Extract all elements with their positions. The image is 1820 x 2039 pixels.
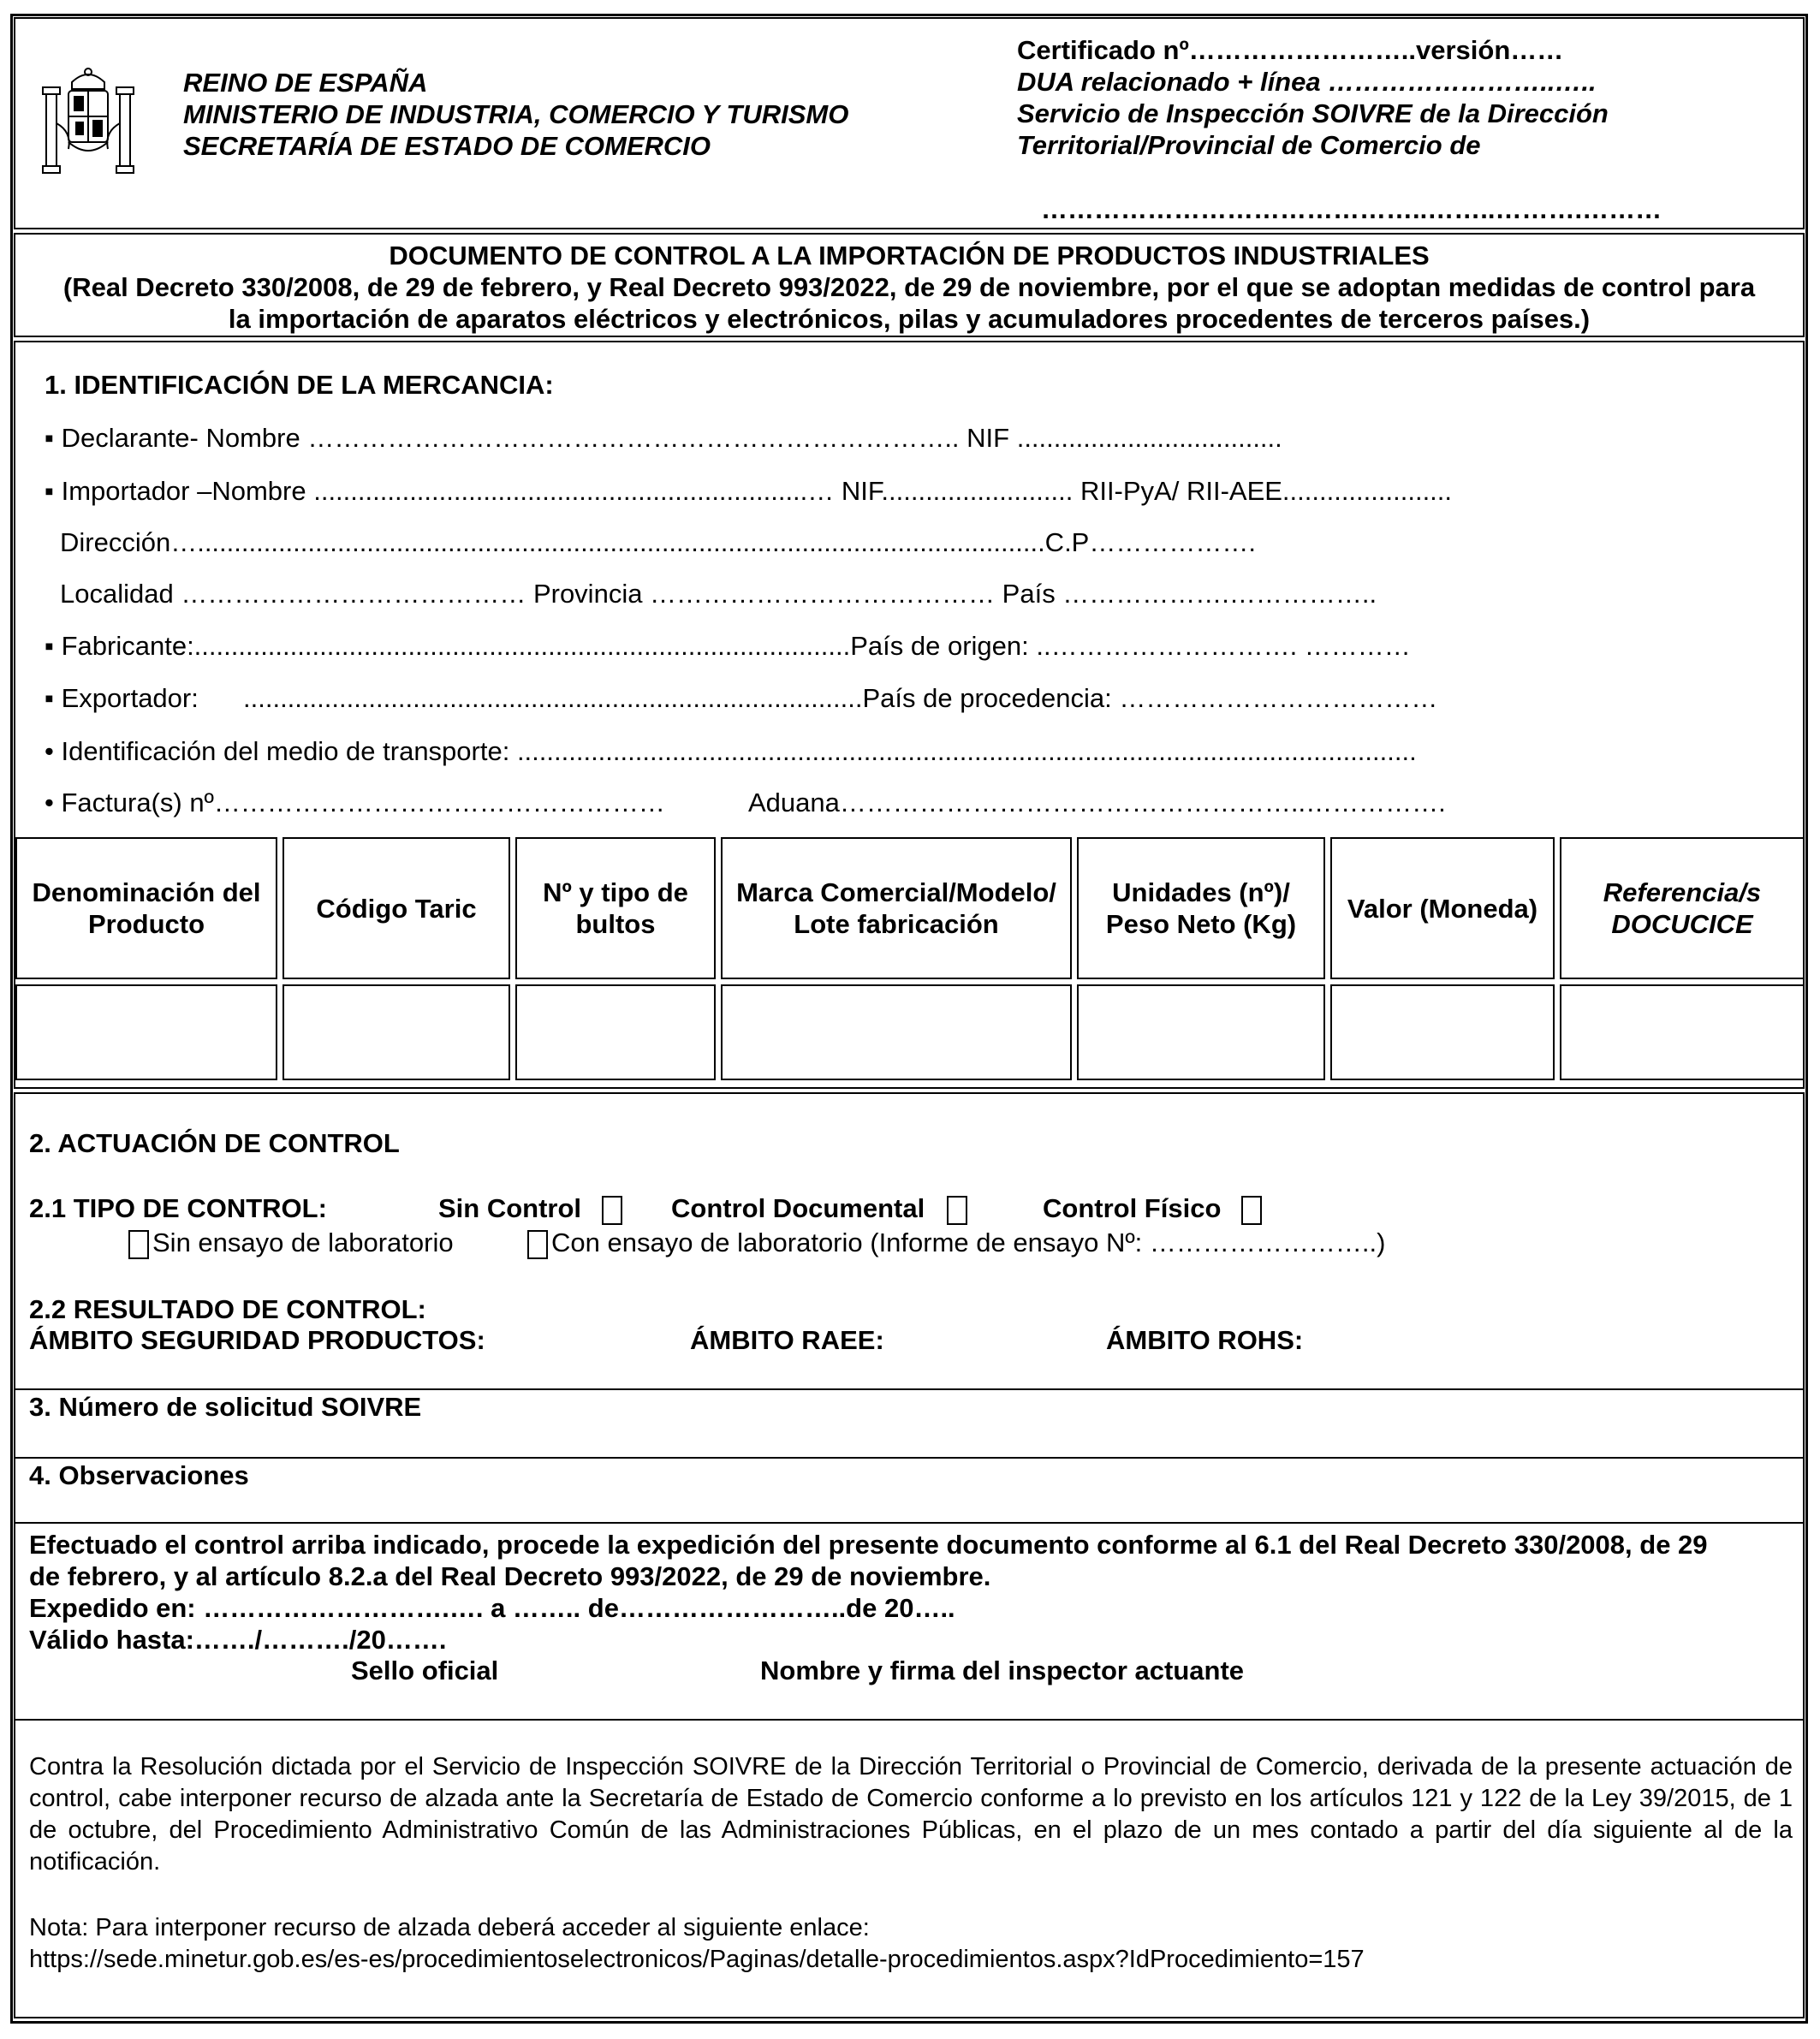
table-entry-cell[interactable]	[1560, 984, 1805, 1080]
divider	[14, 1457, 1805, 1459]
direccion-field[interactable]: Dirección…...................................................................................................................C.P……………….	[60, 527, 1256, 557]
control-fisico-checkbox[interactable]	[1241, 1196, 1262, 1225]
control-documental-label: Control Documental	[671, 1193, 925, 1223]
divider	[14, 1388, 1805, 1390]
procedure-link[interactable]: https://sede.minetur.gob.es/es-es/procedimientoselectronicos/Paginas/detalle-procedimientos.aspx?IdProcedimiento=157	[29, 1946, 1365, 1973]
province-field[interactable]: ……………………………………..……..……….………	[1041, 194, 1662, 224]
control-result-label: 2.2 RESULTADO DE CONTROL:	[29, 1294, 426, 1324]
table-entry-cell[interactable]	[1330, 984, 1555, 1080]
declarante-field[interactable]: ▪ Declarante- Nombre ……………………………………………………………….. NIF ....................................	[45, 423, 1282, 453]
seal-label: Sello oficial	[351, 1656, 499, 1685]
header-label: Unidades (nº)/ Peso Neto (Kg)	[1105, 877, 1297, 939]
appeal-paragraph: Contra la Resolución dictada por el Servicio de Inspección SOIVRE de la Dirección Territorial o Provincial de Comercio, derivada de la presente actuación de control, cabe interponer recurso de alzada ante la Secretaría de Estado de Comercio conforme a lo previsto en los artículos 121 y 122 de la Ley 39/2015, de 1 de octubre, del Procedimiento Administrativo Común de las Administraciones Públicas, en el plazo de un mes contado a partir del día siguiente al de la notificación.	[29, 1753, 1793, 1876]
certificate-number-field[interactable]: Certificado nº……………………..versión……	[1017, 35, 1564, 65]
aduana-field[interactable]: Aduana……………………………………………..…………….	[748, 788, 1446, 817]
table-entry-cell[interactable]	[15, 984, 277, 1080]
ambito-seguridad-label: ÁMBITO SEGURIDAD PRODUCTOS:	[29, 1325, 485, 1355]
expedition-text: de febrero, y al artículo 8.2.a del Real Decreto 993/2022, de 29 de noviembre.	[29, 1561, 991, 1591]
ministry-line: REINO DE ESPAÑA	[183, 68, 428, 98]
divider	[14, 1719, 1805, 1721]
table-entry-cell[interactable]	[515, 984, 716, 1080]
service-line: Territorial/Provincial de Comercio de	[1017, 130, 1481, 160]
header-label: Denominación del Producto	[32, 877, 261, 939]
table-entry-cell[interactable]	[283, 984, 510, 1080]
coat-of-arms-icon	[38, 63, 139, 180]
con-ensayo-checkbox[interactable]	[527, 1230, 548, 1259]
header-label: Valor (Moneda)	[1347, 893, 1538, 924]
table-entry-cell[interactable]	[1077, 984, 1325, 1080]
table-header-cell	[283, 837, 510, 979]
section1-title: 1. IDENTIFICACIÓN DE LA MERCANCIA:	[45, 370, 554, 400]
observations-field[interactable]	[29, 1493, 1793, 1519]
exportador-field[interactable]: ....................................................................................País de procedencia: ………………………………	[243, 683, 1438, 713]
ambito-rohs-label: ÁMBITO ROHS:	[1106, 1325, 1304, 1355]
con-ensayo-label: Con ensayo de laboratorio (Informe de ensayo Nº: ……………………..)	[551, 1228, 1386, 1257]
valido-field[interactable]: Válido hasta:……./………./20…….	[29, 1625, 447, 1655]
title-line: la importación de aparatos eléctricos y electrónicos, pilas y acumuladores procedentes de terceros países.)	[228, 304, 1591, 334]
title-line: DOCUMENTO DE CONTROL A LA IMPORTACIÓN DE PRODUCTOS INDUSTRIALES	[389, 241, 1430, 270]
control-fisico-option[interactable]	[1043, 1193, 1269, 1225]
table-header-cell	[515, 837, 716, 979]
expedition-block	[29, 1529, 1791, 1656]
table-header-cell	[1330, 837, 1555, 979]
title-line: (Real Decreto 330/2008, de 29 de febrero, y Real Decreto 993/2022, de 29 de noviembre, por el que se adoptan medidas de control para	[62, 272, 1756, 302]
service-line: Servicio de Inspección SOIVRE de la Dirección	[1017, 98, 1609, 128]
expedido-field[interactable]: Expedido en: ……………………….…. a …….. de……………………..de 20…..	[29, 1593, 955, 1623]
con-ensayo-option[interactable]	[527, 1228, 1385, 1259]
sin-control-option[interactable]	[438, 1193, 629, 1225]
header-label: Código Taric	[316, 893, 477, 924]
certificate-block	[1017, 34, 1609, 161]
fabricante-field[interactable]: ▪ Fabricante:.........................................................................................País de origen: ..………………………. …………	[45, 631, 1411, 661]
section2-title: 2. ACTUACIÓN DE CONTROL	[29, 1128, 400, 1158]
control-fisico-label: Control Físico	[1043, 1193, 1222, 1223]
factura-field[interactable]: • Factura(s) nº……………………………………………	[45, 788, 665, 817]
sin-control-label: Sin Control	[438, 1193, 582, 1223]
header-label: Marca Comercial/Modelo/ Lote fabricación	[736, 877, 1056, 939]
header-label: Referencia/s DOCUCICE	[1603, 877, 1762, 939]
exportador-label: ▪ Exportador:	[45, 683, 199, 713]
dua-field[interactable]: DUA relacionado + línea ……………………..…..	[1017, 67, 1597, 97]
signature-label: Nombre y firma del inspector actuante	[760, 1656, 1245, 1685]
section4-title: 4. Observaciones	[29, 1460, 249, 1490]
divider	[14, 1522, 1805, 1524]
document-title	[21, 240, 1798, 335]
transporte-field[interactable]: • Identificación del medio de transporte: ..........................................................................................................................	[45, 736, 1417, 766]
importador-field[interactable]: ▪ Importador –Nombre ...................................................................… NIF.......................... RII-PyA/ RII-AEE.......................	[45, 476, 1453, 506]
ministry-line: MINISTERIO DE INDUSTRIA, COMERCIO Y TURISMO	[183, 99, 849, 129]
control-documental-option[interactable]	[671, 1193, 974, 1225]
localidad-field[interactable]: Localidad ………………………………… Provincia ………………………………… País ……………….……………..	[60, 579, 1377, 609]
section3-title: 3. Número de solicitud SOIVRE	[29, 1392, 422, 1422]
header-label: Nº y tipo de bultos	[543, 877, 688, 939]
expedition-text: Efectuado el control arriba indicado, procede la expedición del presente documento conforme al 6.1 del Real Decreto 330/2008, de 29	[29, 1530, 1708, 1560]
sin-ensayo-checkbox[interactable]	[128, 1230, 149, 1259]
sin-ensayo-label: Sin ensayo de laboratorio	[152, 1228, 454, 1257]
table-entry-cell[interactable]	[721, 984, 1072, 1080]
table-header-cell	[1077, 837, 1325, 979]
ministry-block	[183, 67, 848, 162]
ministry-line: SECRETARÍA DE ESTADO DE COMERCIO	[183, 131, 711, 161]
note-text: Nota: Para interponer recurso de alzada deberá acceder al siguiente enlace:	[29, 1914, 870, 1941]
control-type-label: 2.1 TIPO DE CONTROL:	[29, 1193, 327, 1223]
sin-control-checkbox[interactable]	[602, 1196, 622, 1225]
soivre-number-field[interactable]	[29, 1424, 1793, 1453]
control-documental-checkbox[interactable]	[947, 1196, 967, 1225]
table-header-cell	[1560, 837, 1805, 979]
table-header-cell	[721, 837, 1072, 979]
sin-ensayo-option[interactable]	[128, 1228, 454, 1259]
ambito-raee-label: ÁMBITO RAEE:	[690, 1325, 884, 1355]
table-header-cell	[15, 837, 277, 979]
